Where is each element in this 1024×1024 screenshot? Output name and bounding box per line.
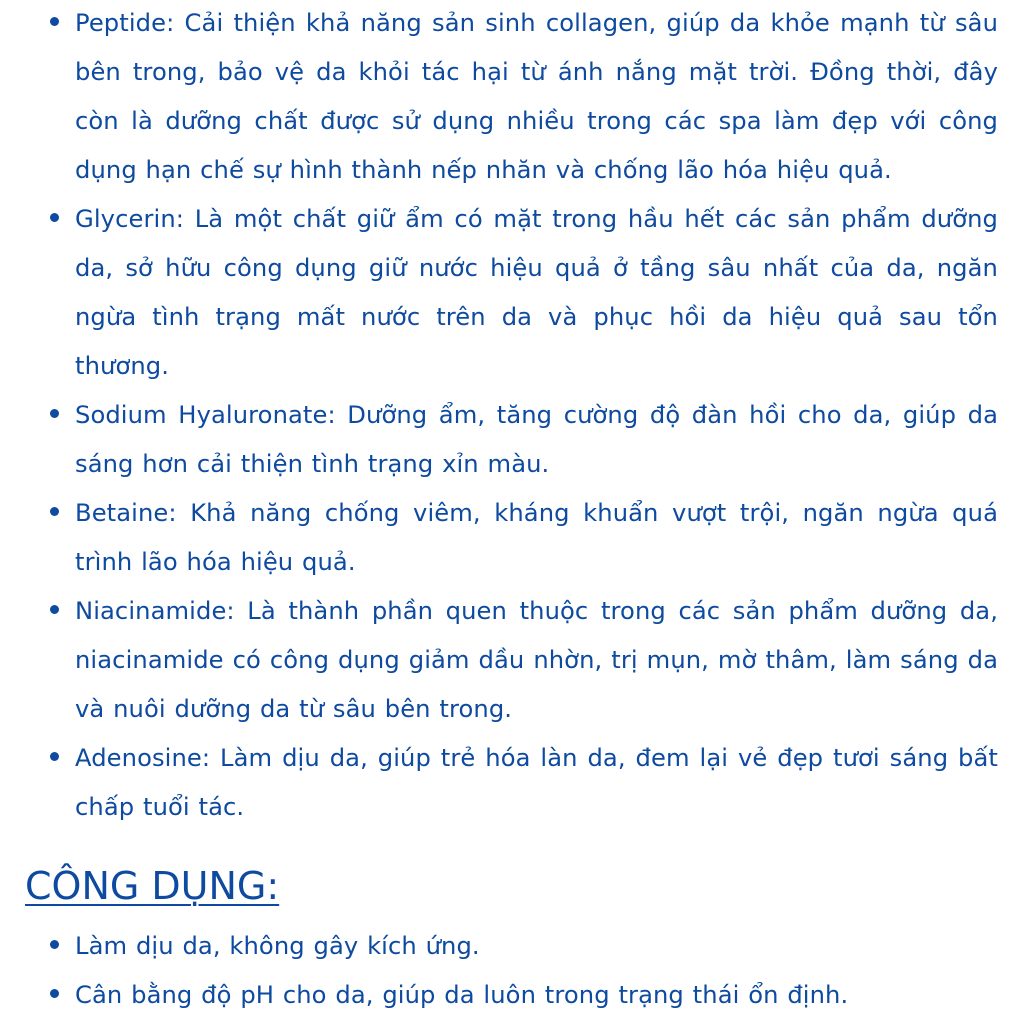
bullet-icon: [50, 605, 59, 614]
bullet-icon: [50, 940, 59, 949]
bullet-icon: [50, 213, 59, 222]
bullet-icon: [50, 989, 59, 998]
uses-list: [0, 922, 1024, 1020]
bullet-icon: [50, 409, 59, 418]
ingredient-item-sodium-hyaluronate: [0, 391, 1024, 489]
ingredient-item-peptide: [0, 0, 1024, 195]
use-text: Cân bằng độ pH cho da, giúp da luôn trong trạng thái ổn định.: [75, 981, 849, 1009]
bullet-icon: [50, 752, 59, 761]
bullet-icon: [50, 507, 59, 516]
ingredient-item-adenosine: [0, 734, 1024, 832]
use-item: [0, 971, 1024, 1020]
ingredient-text: Betaine: Khả năng chống viêm, kháng khuẩn vượt trội, ngăn ngừa quá trình lão hóa hiệu quả.: [75, 499, 998, 576]
bullet-icon: [50, 17, 59, 26]
use-item: [0, 922, 1024, 971]
ingredient-text: Adenosine: Làm dịu da, giúp trẻ hóa làn da, đem lại vẻ đẹp tươi sáng bất chấp tuổi tác.: [75, 744, 998, 821]
ingredient-text: Peptide: Cải thiện khả năng sản sinh collagen, giúp da khỏe mạnh từ sâu bên trong, bảo vệ da khỏi tác hại từ ánh nắng mặt trời. Đồng thời, đây còn là dưỡng chất được sử dụng nhiều trong các spa làm đẹp với công dụng hạn chế sự hình thành nếp nhăn và chống lão hóa hiệu quả.: [75, 9, 998, 184]
ingredient-item-betaine: [0, 489, 1024, 587]
use-text: Làm dịu da, không gây kích ứng.: [75, 932, 480, 960]
ingredient-text: Sodium Hyaluronate: Dưỡng ẩm, tăng cường độ đàn hồi cho da, giúp da sáng hơn cải thiện tình trạng xỉn màu.: [75, 401, 998, 478]
ingredient-item-glycerin: [0, 195, 1024, 391]
ingredient-text: Niacinamide: Là thành phần quen thuộc trong các sản phẩm dưỡng da, niacinamide có công dụng giảm dầu nhờn, trị mụn, mờ thâm, làm sáng da và nuôi dưỡng da từ sâu bên trong.: [75, 597, 998, 723]
ingredient-item-niacinamide: [0, 587, 1024, 734]
uses-heading: CÔNG DỤNG:: [25, 864, 280, 908]
ingredient-text: Glycerin: Là một chất giữ ẩm có mặt trong hầu hết các sản phẩm dưỡng da, sở hữu công dụng giữ nước hiệu quả ở tầng sâu nhất của da, ngăn ngừa tình trạng mất nước trên da và phục hồi da hiệu quả sau tổn thương.: [75, 205, 998, 380]
